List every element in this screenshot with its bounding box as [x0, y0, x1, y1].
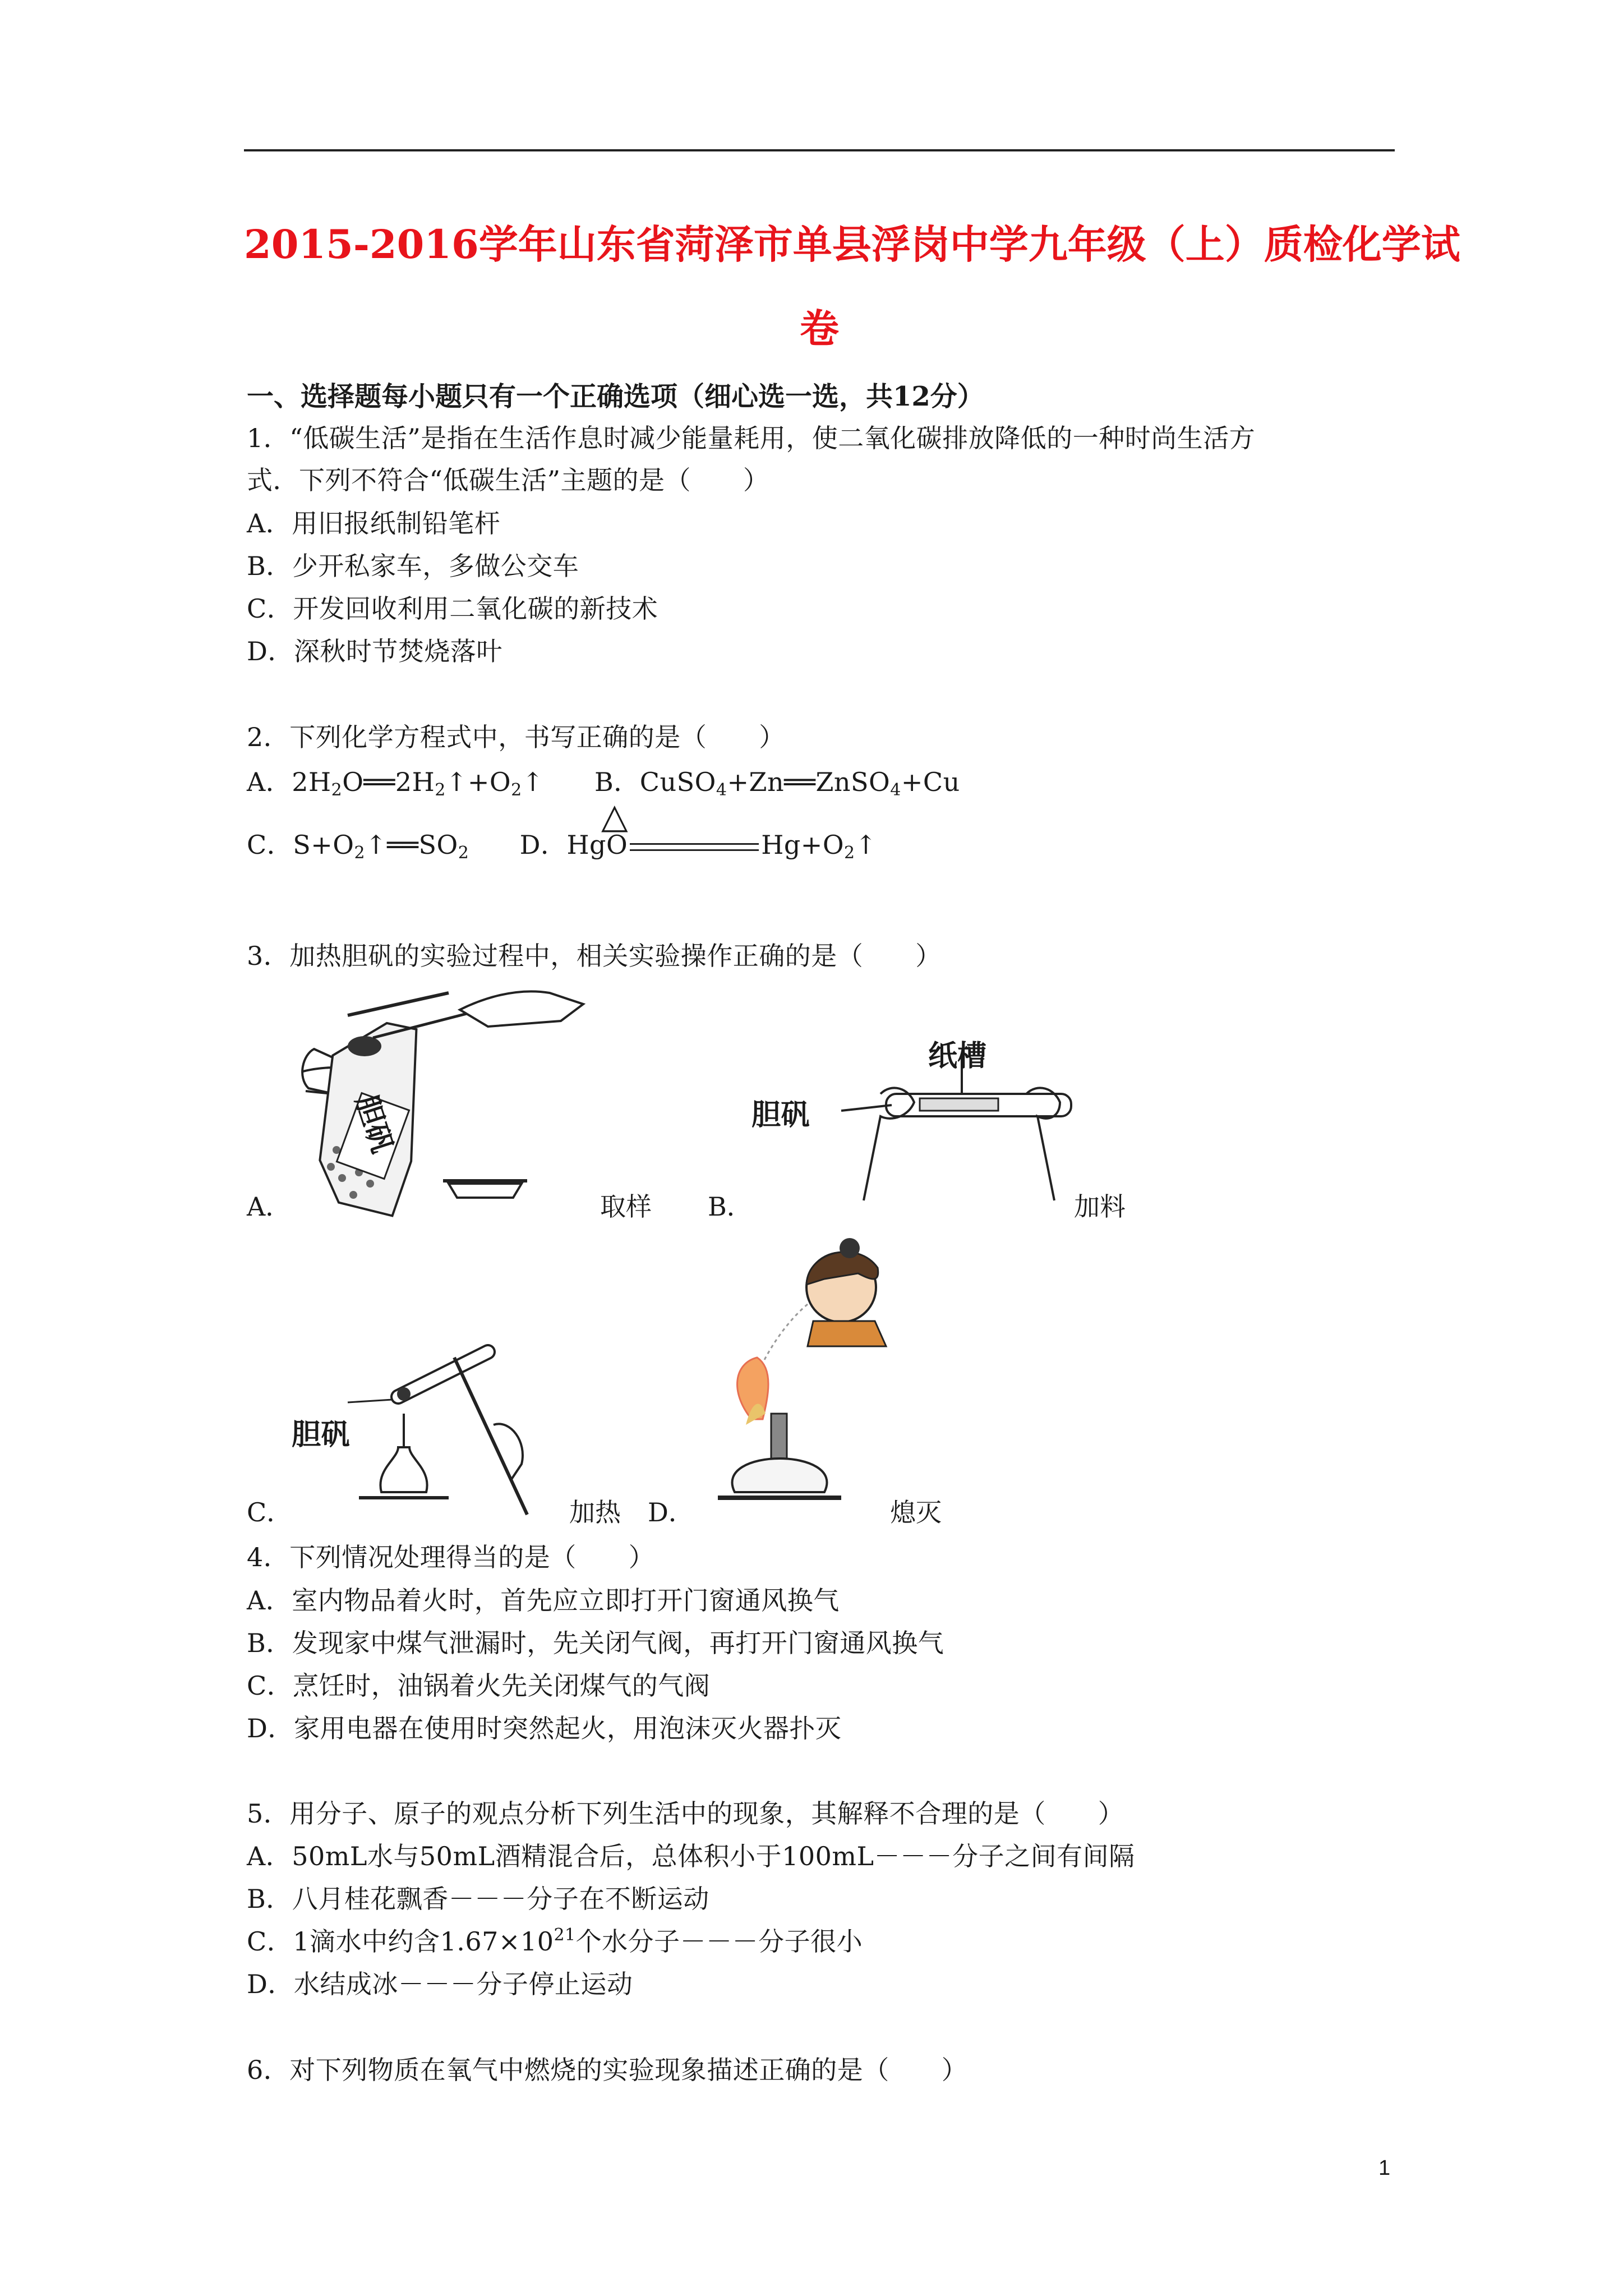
header-rule: [244, 149, 1395, 151]
q3-option-d-label: D．: [648, 1497, 694, 1527]
q5-option-d: D．水结成冰－－－分子停止运动: [247, 1969, 633, 1999]
q3-option-c-label: C．: [247, 1497, 293, 1527]
q2-option-c: C．$S+O_2↑══SO_2$: [247, 830, 469, 863]
q3-option-a-label: A．: [247, 1191, 292, 1222]
q5-stem: 5．用分子、原子的观点分析下列生活中的现象，其解释不合理的是（ ）: [247, 1798, 1124, 1829]
page-number: 1: [1378, 2156, 1391, 2180]
q6-stem: 6．对下列物质在氧气中燃烧的实验现象描述正确的是（ ）: [247, 2055, 968, 2085]
q3-option-b-caption: 加料: [1074, 1191, 1126, 1222]
q1-stem-line2: 式．下列不符合“低碳生活”主题的是（ ）: [247, 465, 769, 495]
figure-a-sampling: [292, 982, 606, 1234]
paper-trough-label: 纸槽: [928, 1039, 987, 1073]
q1-stem-line1: 1．“低碳生活”是指在生活作息时减少能量耗用，使二氧化碳排放降低的一种时尚生活方: [247, 423, 1256, 453]
q5-option-c: C．1滴水中约含$1.67\times 10^{21}$个水分子－－－分子很小: [247, 1925, 863, 1957]
q4-option-a: A．室内物品着火时，首先应立即打开门窗通风换气: [247, 1585, 840, 1616]
b-copper-sulfate-label: 胆矾: [751, 1098, 810, 1132]
q3-option-a-caption: 取样: [600, 1191, 652, 1222]
q1-option-b: B．少开私家车，多做公交车: [247, 551, 579, 581]
q2-option-b: B．CuSO$_4$+Zn══ZnSO$_4$+Cu: [594, 767, 960, 800]
section-heading: 一、选择题每小题只有一个正确选项（细心选一选，共12分）: [247, 381, 984, 412]
q2-option-d: D．HgO $Hg+O_2↑$: [519, 830, 877, 863]
q5-option-a: A．50mL水与50mL酒精混合后，总体积小于100mL－－－分子之间有间隔: [247, 1841, 1135, 1871]
q2-stem: 2．下列化学方程式中，书写正确的是（ ）: [247, 722, 785, 752]
q1-option-c: C．开发回收利用二氧化碳的新技术: [247, 593, 658, 624]
q4-option-b: B．发现家中煤气泄漏时，先关闭气阀，再打开门窗通风换气: [247, 1628, 944, 1658]
heat-condition-icon: △: [601, 795, 628, 836]
q5-option-b: B．八月桂花飘香－－－分子在不断运动: [247, 1884, 709, 1914]
q2-options-ab: [247, 762, 960, 800]
q3-option-c-caption: 加热: [569, 1497, 621, 1527]
q4-option-c: C．烹饪时，油锅着火先关闭煤气的气阀: [247, 1671, 711, 1701]
q3-option-d-caption: 熄灭: [890, 1497, 942, 1527]
q2-option-a: A．$2H_2O══2H_2↑+O_2↑$: [247, 767, 544, 800]
figure-c-heating: [325, 1335, 589, 1526]
q4-stem: 4．下列情况处理得当的是（ ）: [247, 1542, 655, 1572]
c-copper-sulfate-label: 胆矾: [292, 1418, 351, 1452]
q3-stem: 3．加热胆矾的实验过程中，相关实验操作正确的是（ ）: [247, 941, 942, 971]
page-title-line1: 2015-2016学年山东省菏泽市单县浮岗中学九年级（上）质检化学试: [244, 221, 1460, 268]
jar-label: 胆矾: [349, 1091, 399, 1157]
q1-option-a: A．用旧报纸制铅笔杆: [247, 508, 501, 539]
q4-option-d: D．家用电器在使用时突然起火，用泡沫灭火器扑灭: [247, 1713, 842, 1743]
q2-options-cd: [247, 825, 877, 863]
q3-option-b-label: B．: [708, 1191, 753, 1222]
figure-d-extinguishing: [712, 1234, 948, 1515]
page-title-line2: 卷: [800, 305, 839, 352]
q1-option-d: D．深秋时节焚烧落叶: [247, 636, 502, 666]
